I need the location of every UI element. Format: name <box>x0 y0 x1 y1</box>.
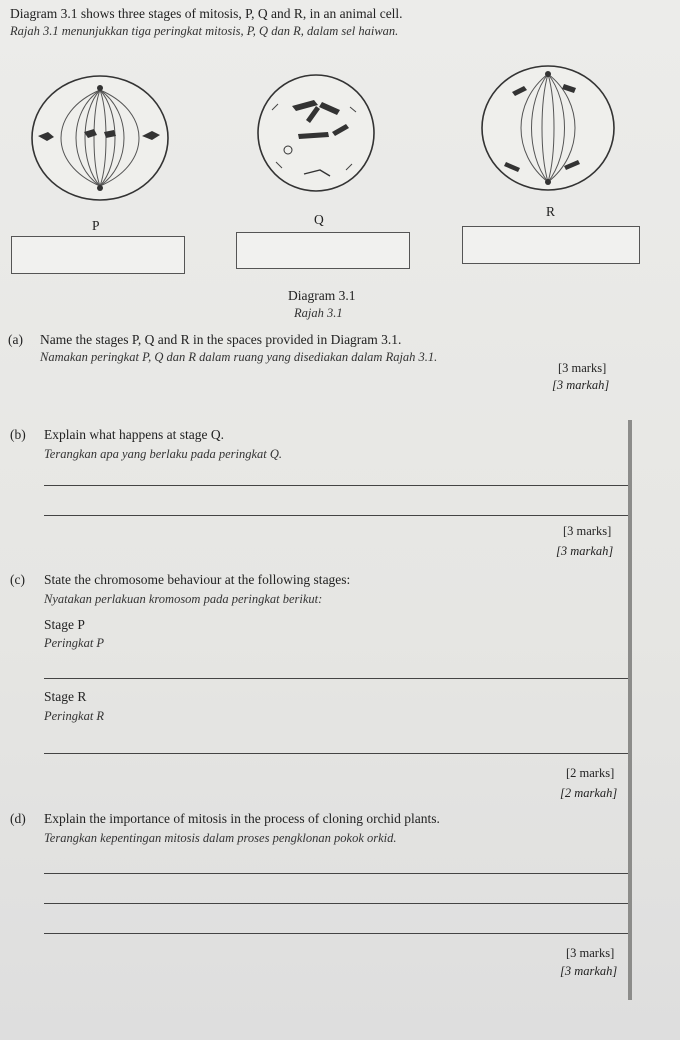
cell-r-anaphase-drawing <box>476 62 622 198</box>
question-d-answer-line-2[interactable] <box>44 903 628 904</box>
stage-p-answer-line[interactable] <box>44 678 628 679</box>
question-d-marks-english: [3 marks] <box>566 946 615 960</box>
question-b-marks-malay: [3 markah] <box>556 544 614 558</box>
margin-bar <box>628 420 632 1000</box>
question-d-english: Explain the importance of mitosis in the process of cloning orchid plants. <box>44 811 440 826</box>
stage-r-heading-malay: Peringkat R <box>44 709 105 723</box>
cell-q-prophase-drawing <box>252 70 382 200</box>
answer-box-r[interactable] <box>462 226 640 264</box>
question-c-marks-malay: [2 markah] <box>560 786 618 800</box>
question-c-english: State the chromosome behaviour at the following stages: <box>44 572 351 587</box>
question-d-answer-line-3[interactable] <box>44 933 628 934</box>
stage-r-heading-english: Stage R <box>44 689 87 704</box>
stage-r-answer-line[interactable] <box>44 753 628 754</box>
question-c-number: (c) <box>10 572 25 587</box>
question-d-malay: Terangkan kepentingan mitosis dalam proses pengklonan pokok orkid. <box>44 831 397 845</box>
question-b-english: Explain what happens at stage Q. <box>44 427 224 442</box>
question-b-marks-english: [3 marks] <box>563 524 612 538</box>
answer-box-p[interactable] <box>11 236 185 274</box>
question-d-answer-line-1[interactable] <box>44 873 628 874</box>
cell-label-p: P <box>92 218 100 233</box>
stage-p-heading-malay: Peringkat P <box>44 636 105 650</box>
question-b-number: (b) <box>10 427 26 442</box>
question-c-malay: Nyatakan perlakuan kromosom pada peringkat berikut: <box>44 592 323 606</box>
stage-p-heading-english: Stage P <box>44 617 85 632</box>
question-b-answer-line-1[interactable] <box>44 485 628 486</box>
question-c-marks-english: [2 marks] <box>566 766 615 780</box>
question-a-number: (a) <box>8 332 23 347</box>
intro-english: Diagram 3.1 shows three stages of mitosis, P, Q and R, in an animal cell. <box>10 6 403 21</box>
diagram-caption-english: Diagram 3.1 <box>288 288 356 303</box>
cell-label-r: R <box>546 204 556 219</box>
question-b-malay: Terangkan apa yang berlaku pada peringkat Q. <box>44 447 283 461</box>
answer-box-q[interactable] <box>236 232 410 269</box>
question-a-marks-english: [3 marks] <box>558 361 607 375</box>
question-d-number: (d) <box>10 811 26 826</box>
question-a-marks-malay: [3 markah] <box>552 378 610 392</box>
question-d-marks-malay: [3 markah] <box>560 964 618 978</box>
cell-label-q: Q <box>314 212 324 227</box>
diagram-caption-malay: Rajah 3.1 <box>294 306 343 320</box>
question-a-english: Name the stages P, Q and R in the spaces provided in Diagram 3.1. <box>40 332 402 347</box>
cell-p-metaphase-drawing <box>28 72 178 212</box>
question-a-malay: Namakan peringkat P, Q dan R dalam ruang yang disediakan dalam Rajah 3.1. <box>40 350 438 364</box>
intro-malay: Rajah 3.1 menunjukkan tiga peringkat mitosis, P, Q dan R, dalam sel haiwan. <box>10 24 399 38</box>
question-b-answer-line-2[interactable] <box>44 515 628 516</box>
